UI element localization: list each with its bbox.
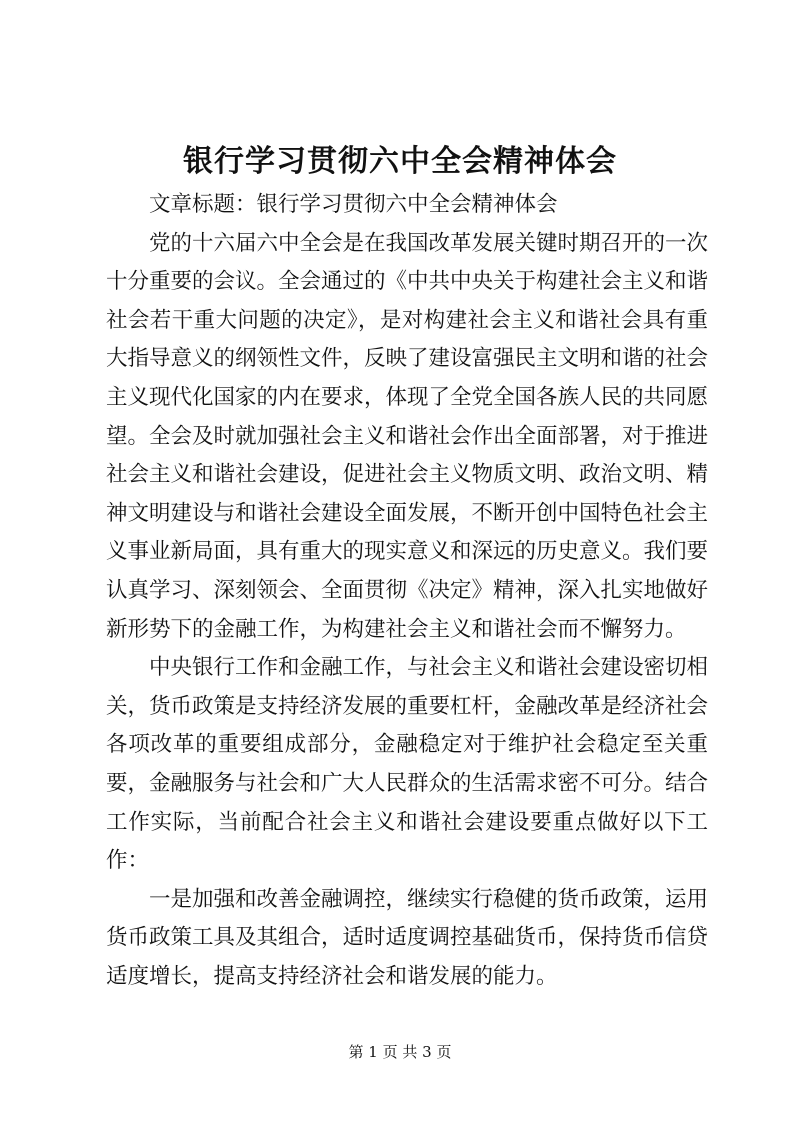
body-paragraph: 党的十六届六中全会是在我国改革发展关键时期召开的一次十分重要的会议。全会通过的《中共中央关于构建社会主义和谐社会若干重大问题的决定》，是对构建社会主义和谐社会具有重大指导意义的纲领性文件，反映了建设富强民主文明和谐的社会主义现代化国家的内在要求，体现了全党全国各族人民的共同愿望。全会及时就加强社会主义和谐社会作出全面部署，对于推进社会主义和谐社会建设，促进社会主义物质文明、政治文明、精神文明建设与和谐社会建设全面发展，不断开创中国特色社会主义事业新局面，具有重大的现实意义和深远的历史意义。我们要认真学习、深刻领会、全面贯彻《决定》精神，深入扎实地做好新形势下的金融工作，为构建社会主义和谐社会而不懈努力。 xyxy=(106,230,709,642)
body-paragraph: 中央银行工作和金融工作，与社会主义和谐社会建设密切相关，货币政策是支持经济发展的重要杠杆，金融改革是经济社会各项改革的重要组成部分，金融稳定对于维护社会稳定至关重要，金融服务与社会和广大人民群众的生活需求密不可分。结合工作实际，当前配合社会主义和谐社会建设要重点做好以下工作： xyxy=(106,655,709,874)
page-footer: 第 1 页 共 3 页 xyxy=(348,1043,452,1061)
article-title-line: 文章标题：银行学习贯彻六中全会精神体会 xyxy=(149,192,558,217)
body-paragraph: 一是加强和改善金融调控，继续实行稳健的货币政策，运用货币政策工具及其组合，适时适度调控基础货币，保持货币信贷适度增长，提高支持经济社会和谐发展的能力。 xyxy=(106,886,709,989)
document-title: 银行学习贯彻六中全会精神体会 xyxy=(183,144,617,179)
document-body xyxy=(106,186,708,996)
